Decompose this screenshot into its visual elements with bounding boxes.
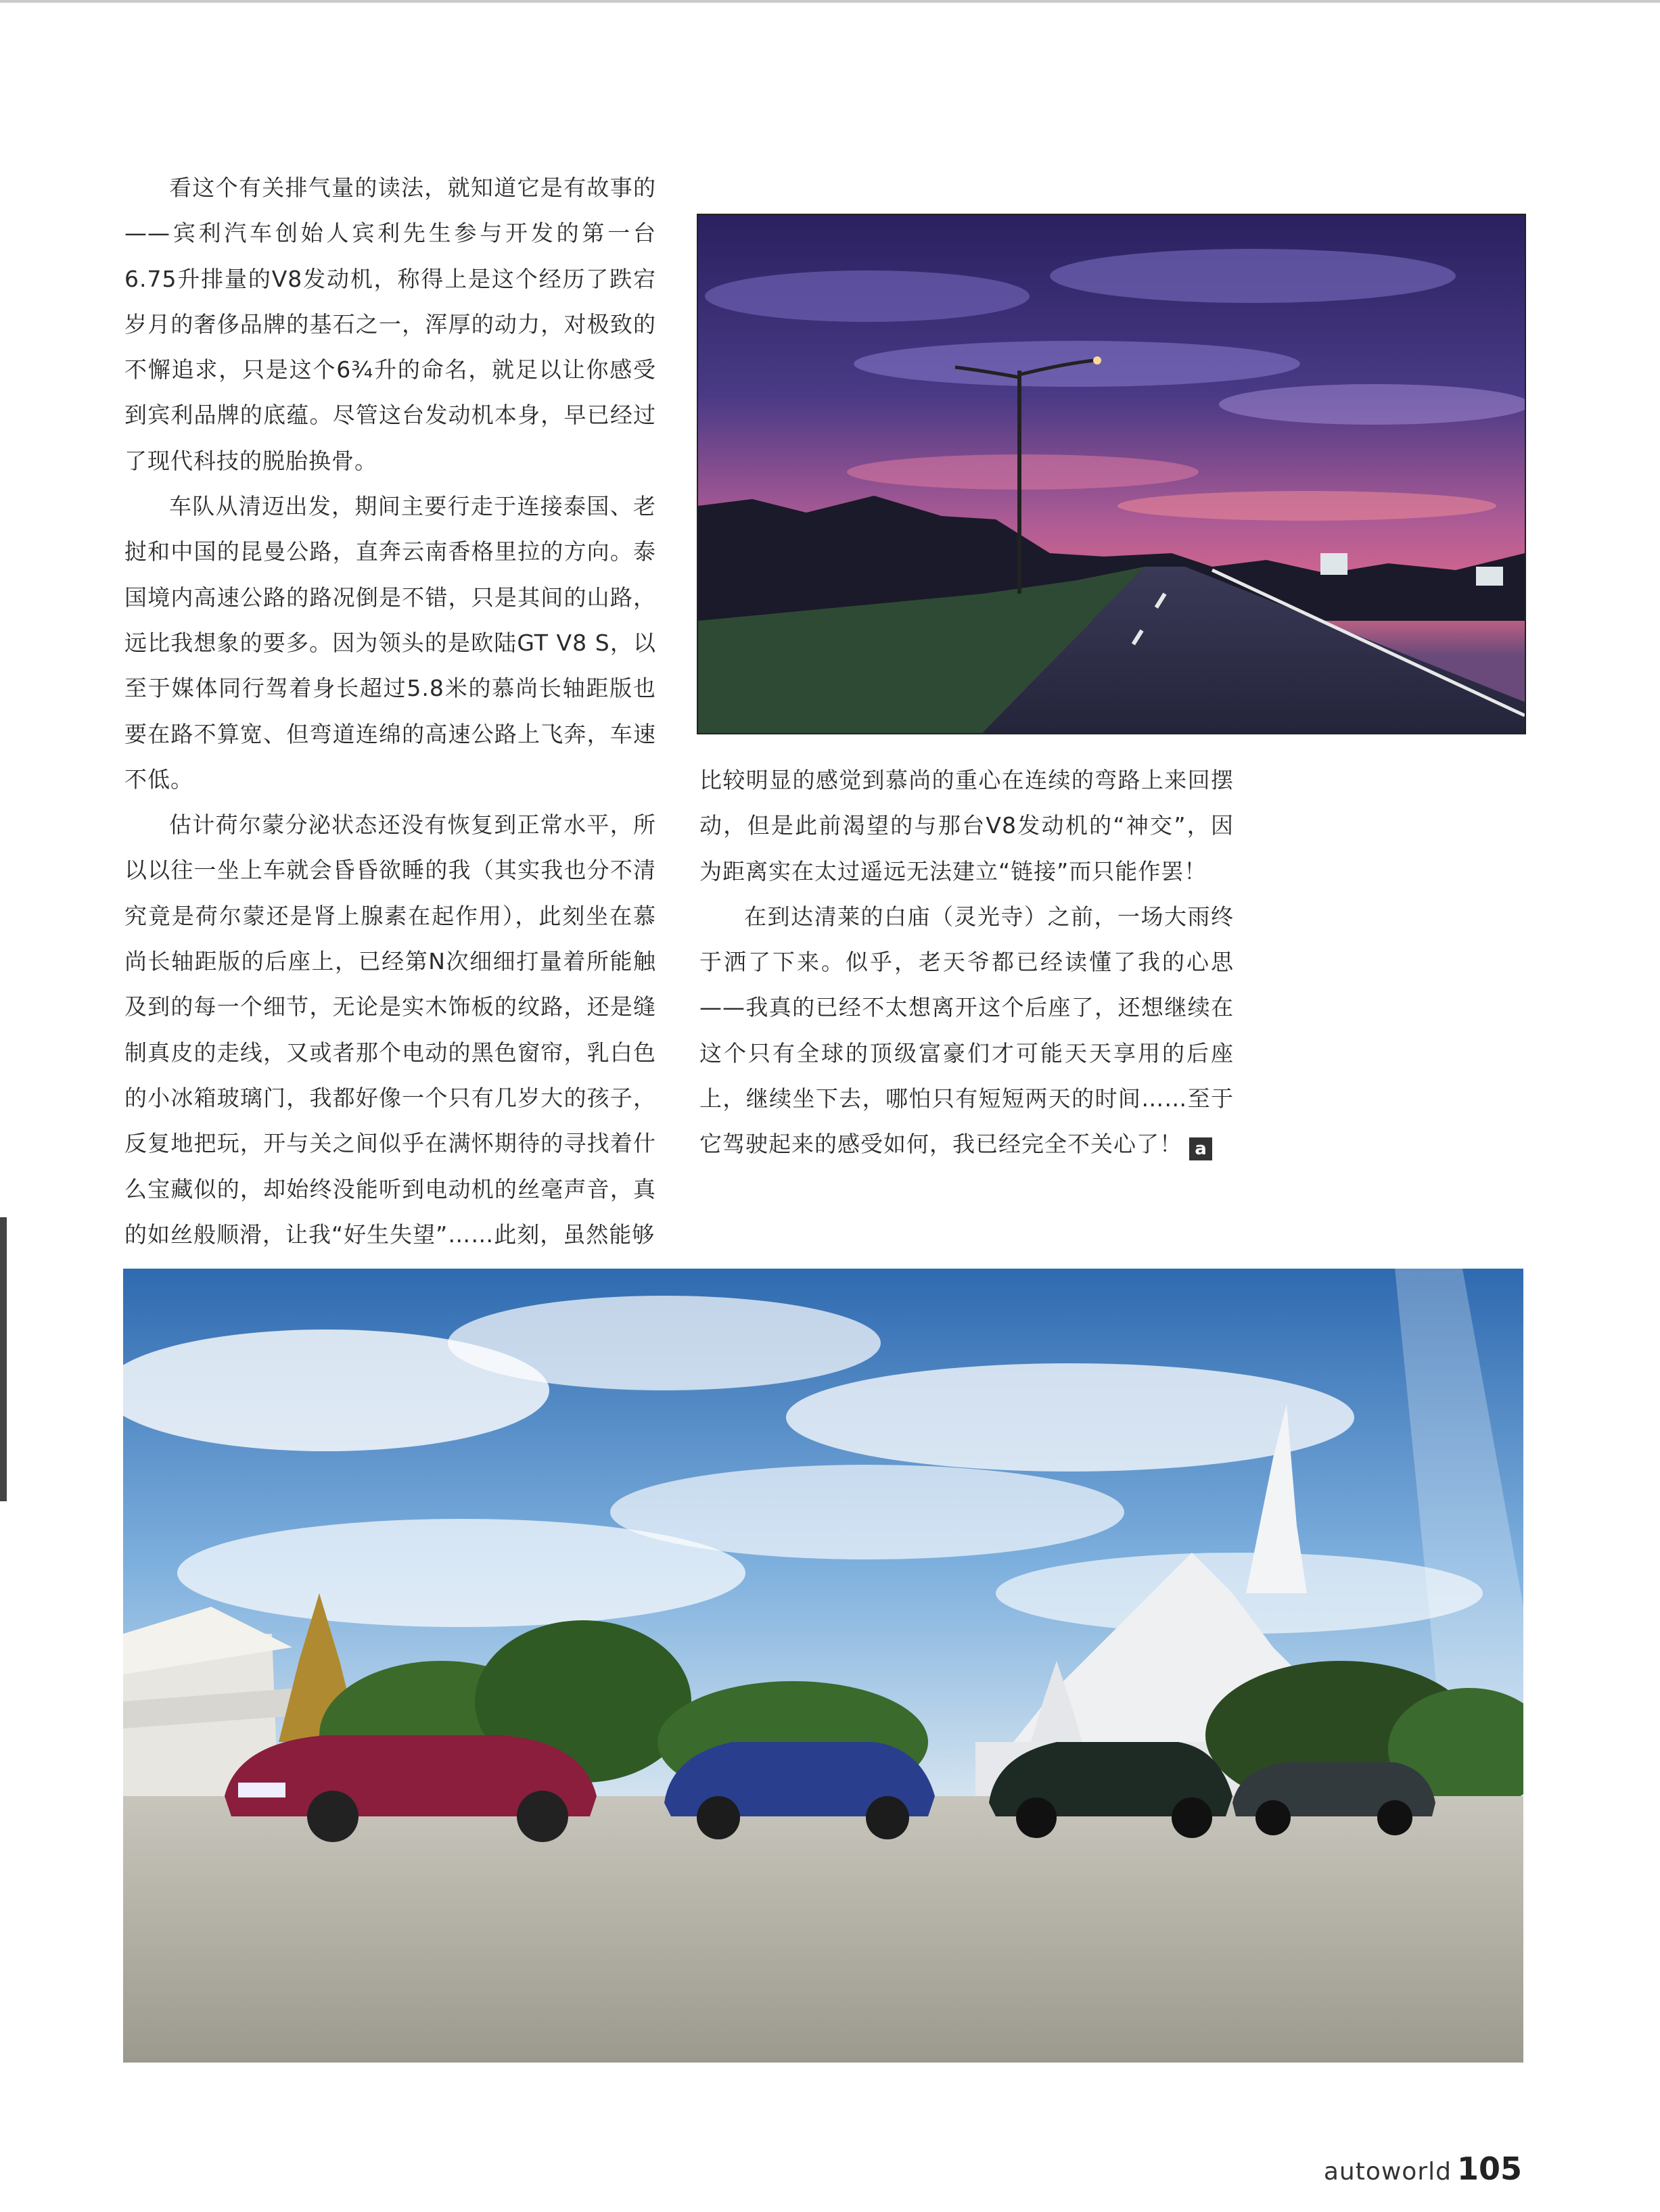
paragraph-text: 在到达清莱的白庙（灵光寺）之前，一场大雨终于洒了下来。似乎，老天爷都已经读懂了我的心思——我真的已经不太想离开这个后座了，还想继续在这个只有全球的顶级富豪们才可能天天享用的后座上，继续坐下去，哪怕只有短短两天的时间……至于它驾驶起来的感受如何，我已经完全不关心了！ [699,903,1234,1158]
page-footer [1324,2150,1522,2187]
paragraph [699,894,1234,1167]
left-text-column [124,165,656,1257]
sunset-road-photo [697,214,1526,734]
paragraph: 看这个有关排气量的读法，就知道它是有故事的——宾利汽车创始人宾利先生参与开发的第一台6.75升排量的V8发动机，称得上是这个经历了跌宕岁月的奢侈品牌的基石之一，浑厚的动力，对极致的不懈追求，只是这个6¾升的命名，就足以让你感受到宾利品牌的底蕴。尽管这台发动机本身，早已经过了现代科技的脱胎换骨。 [124,174,656,474]
white-temple-bentley-photo [123,1269,1523,2063]
page-edge-mark [0,1217,7,1501]
paragraph: 比较明显的感觉到慕尚的重心在连续的弯路上来回摆动，但是此前渴望的与那台V8发动机的“神交”，因为距离实在太过遥远无法建立“链接”而只能作罢！ [699,767,1234,885]
paragraph: 车队从清迈出发，期间主要行走于连接泰国、老挝和中国的昆曼公路，直奔云南香格里拉的方向。泰国境内高速公路的路况倒是不错，只是其间的山路，远比我想象的要多。因为领头的是欧陆GT V8 S，以至于媒体同行驾着身长超过5.8米的慕尚长轴距版也要在路不算宽、但弯道连绵的高速公路上飞奔，车速不低。 [124,493,656,793]
magazine-brand: autoworld [1323,2158,1452,2186]
top-rule [0,0,1660,3]
paragraph: 估计荷尔蒙分泌状态还没有恢复到正常水平，所以以往一坐上车就会昏昏欲睡的我（其实我也分不清究竟是荷尔蒙还是肾上腺素在起作用），此刻坐在慕尚长轴距版的后座上，已经第N次细细打量着所能触及到的每一个细节，无论是实木饰板的纹路，还是缝制真皮的走线，又或者那个电动的黑色窗帘，乳白色的小冰箱玻璃门，我都好像一个只有几岁大的孩子，反复地把玩，开与关之间似乎在满怀期待的寻找着什么宝藏似的，却始终没能听到电动机的丝毫声音，真的如丝般顺滑，让我“好生失望”……此刻，虽然能够 [124,811,656,1248]
right-text-column [699,757,1234,1167]
end-mark-icon: a [1189,1137,1212,1160]
page-number: 105 [1456,2150,1522,2187]
